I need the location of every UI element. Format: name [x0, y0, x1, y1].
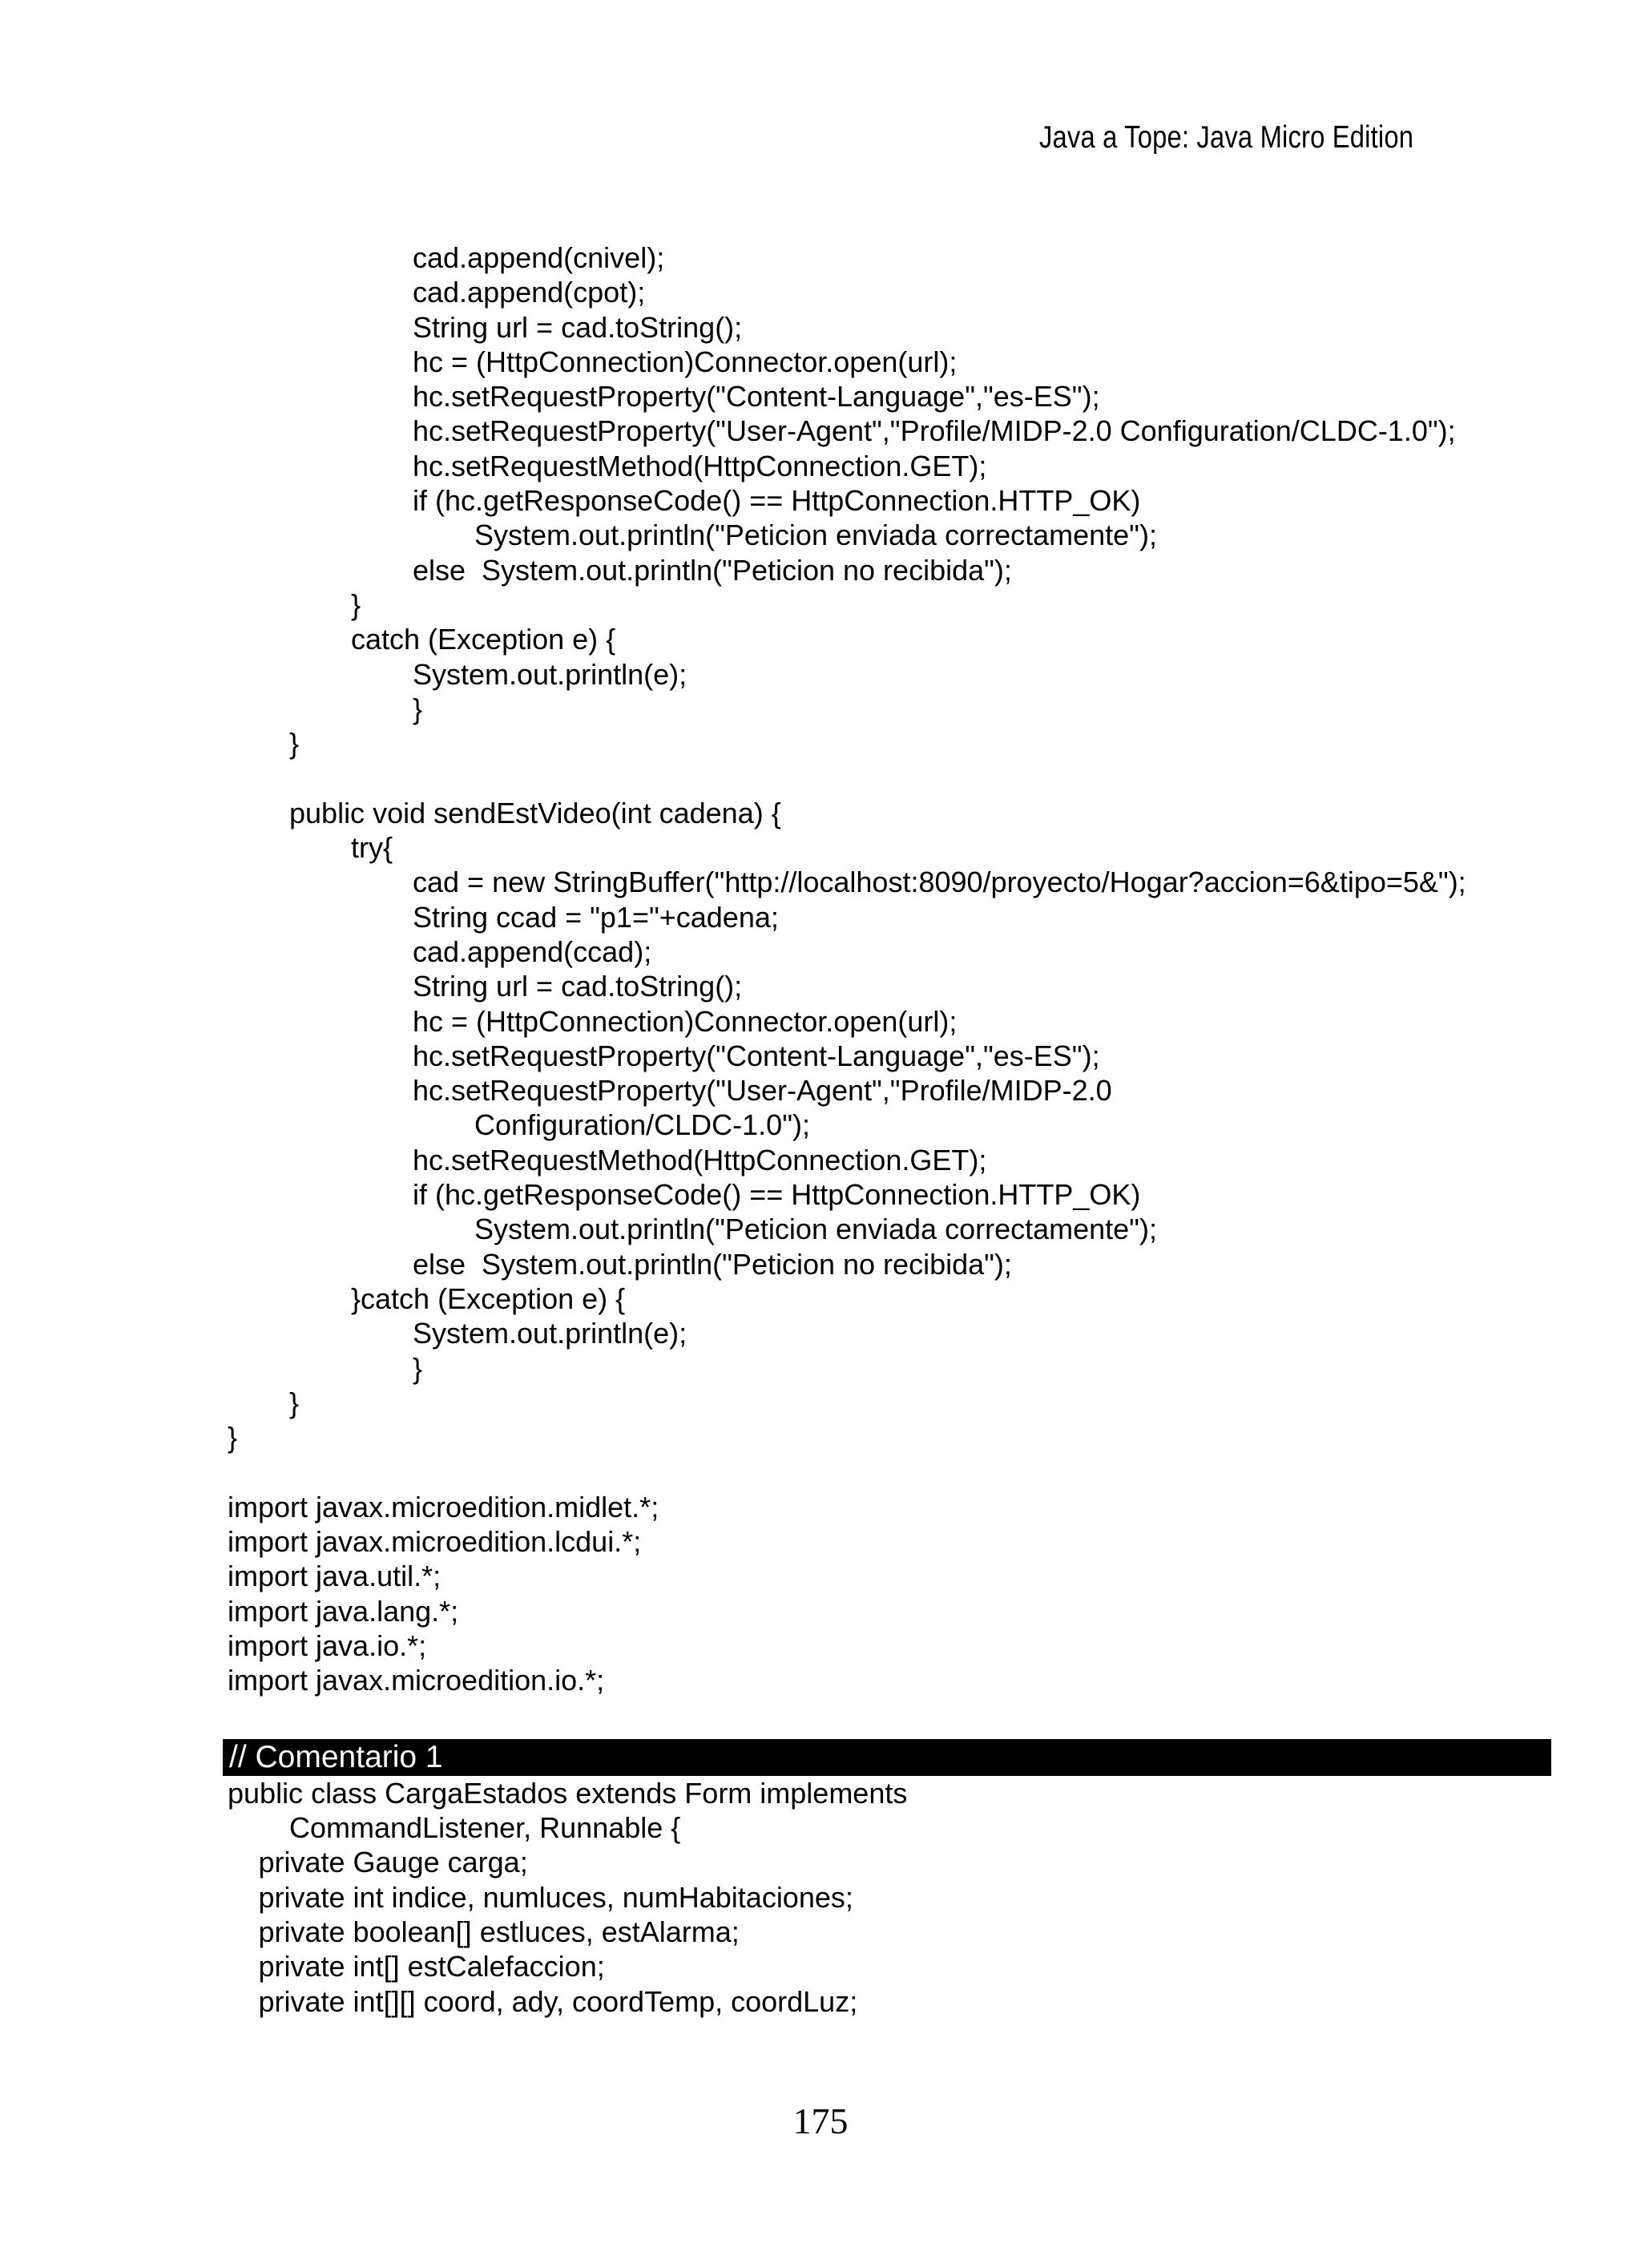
- code-line: [0, 1697, 1641, 1732]
- code-line: [0, 553, 1641, 587]
- code-line-text: public class CargaEstados extends Form implements: [228, 1776, 908, 1810]
- code-line-text: String ccad = "p1="+cadena;: [413, 900, 779, 934]
- comment-banner: // Comentario 1: [223, 1739, 1551, 1776]
- code-line-text: hc.setRequestMethod(HttpConnection.GET);: [413, 449, 987, 482]
- code-listing: [0, 240, 1641, 2019]
- code-line: [0, 1594, 1641, 1628]
- code-line: [0, 379, 1641, 414]
- code-line: [0, 1559, 1641, 1593]
- code-line-text: CommandListener, Runnable {: [289, 1811, 681, 1845]
- code-line: [0, 692, 1641, 726]
- code-line: [0, 1915, 1641, 1949]
- code-line-text: hc = (HttpConnection)Connector.open(url);: [413, 1004, 958, 1038]
- code-line-text: import javax.microedition.midlet.*;: [228, 1490, 659, 1523]
- code-line-text: }: [289, 1386, 300, 1419]
- code-section-2: [0, 1776, 1641, 2019]
- code-line-text: private Gauge carga;: [258, 1846, 528, 1879]
- code-line: [0, 1984, 1641, 2019]
- code-line: [0, 622, 1641, 656]
- code-line-text: hc = (HttpConnection)Connector.open(url);: [413, 345, 958, 378]
- code-line: [0, 830, 1641, 865]
- code-line: [0, 1073, 1641, 1108]
- code-line: [0, 1039, 1641, 1073]
- code-line-text: import javax.microedition.io.*;: [228, 1664, 605, 1697]
- code-line: [0, 483, 1641, 518]
- code-line: [0, 1247, 1641, 1281]
- code-line-text: import java.io.*;: [228, 1628, 427, 1662]
- code-line-text: import java.util.*;: [228, 1560, 441, 1593]
- code-line-text: cad.append(cnivel);: [413, 241, 665, 274]
- code-line: [0, 865, 1641, 899]
- code-line-text: cad.append(cpot);: [413, 276, 646, 309]
- code-line: [0, 1455, 1641, 1489]
- code-line: [0, 1845, 1641, 1879]
- code-line-text: System.out.println(e);: [413, 657, 687, 691]
- code-line: [0, 657, 1641, 692]
- code-line-text: System.out.println("Peticion enviada correctamente");: [474, 1213, 1157, 1246]
- code-line: [0, 900, 1641, 934]
- code-line: [0, 761, 1641, 795]
- running-header: Java a Tope: Java Micro Edition: [1038, 120, 1413, 155]
- code-line: [0, 1524, 1641, 1559]
- code-line: [0, 1281, 1641, 1316]
- code-line: [0, 587, 1641, 622]
- code-line-text: }: [351, 587, 361, 621]
- code-line: [0, 449, 1641, 483]
- code-line-text: }: [413, 692, 423, 725]
- code-line-text: cad.append(ccad);: [413, 934, 652, 968]
- code-line-text: public void sendEstVideo(int cadena) {: [289, 796, 781, 829]
- code-line-text: private boolean[] estluces, estAlarma;: [258, 1915, 740, 1948]
- code-line-text: String url = cad.toString();: [413, 310, 743, 344]
- code-line-text: }: [228, 1421, 238, 1455]
- code-line: [0, 1949, 1641, 1983]
- code-line-text: System.out.println(e);: [413, 1317, 687, 1350]
- code-line-text: hc.setRequestProperty("User-Agent","Profile/MIDP-2.0 Configuration/CLDC-1.0");: [413, 414, 1456, 448]
- code-line: [0, 969, 1641, 1003]
- code-line: [0, 1880, 1641, 1915]
- code-line-text: try{: [351, 831, 393, 865]
- code-line-text: else System.out.println("Peticion no recibida");: [413, 553, 1012, 587]
- code-line-text: System.out.println("Peticion enviada correctamente");: [474, 519, 1157, 552]
- code-line-text: private int indice, numluces, numHabitaciones;: [258, 1880, 853, 1914]
- code-line-text: else System.out.println("Peticion no recibida");: [413, 1247, 1012, 1281]
- code-line-text: import java.lang.*;: [228, 1594, 459, 1628]
- code-line: [0, 1177, 1641, 1212]
- code-line-text: private int[][] coord, ady, coordTemp, coordLuz;: [258, 1984, 858, 2018]
- code-line-text: catch (Exception e) {: [351, 623, 616, 656]
- code-line-text: Configuration/CLDC-1.0");: [474, 1108, 810, 1142]
- code-line-text: import javax.microedition.lcdui.*;: [228, 1524, 642, 1558]
- code-line: [0, 1212, 1641, 1246]
- code-line: [0, 1386, 1641, 1420]
- code-line: [0, 518, 1641, 552]
- code-line-text: String url = cad.toString();: [413, 970, 743, 1003]
- code-line: [0, 1420, 1641, 1455]
- code-line-text: }: [413, 1351, 423, 1385]
- code-line-text: if (hc.getResponseCode() == HttpConnection.HTTP_OK): [413, 484, 1141, 518]
- code-line-text: cad = new StringBuffer("http://localhost:8090/proyecto/Hogar?accion=6&tipo=5&");: [413, 866, 1466, 899]
- code-line: [0, 1776, 1641, 1810]
- code-line-text: hc.setRequestProperty("Content-Language","es-ES");: [413, 380, 1100, 414]
- code-line-text: }catch (Exception e) {: [351, 1281, 626, 1315]
- code-line: [0, 1004, 1641, 1039]
- code-line-text: }: [289, 727, 300, 761]
- code-line-text: hc.setRequestMethod(HttpConnection.GET);: [413, 1143, 987, 1176]
- code-line: [0, 726, 1641, 761]
- code-line-text: hc.setRequestProperty("Content-Language","es-ES");: [413, 1039, 1100, 1072]
- code-line: [0, 796, 1641, 830]
- page-number: 175: [792, 2101, 849, 2141]
- code-line: [0, 310, 1641, 345]
- code-line: [0, 1628, 1641, 1663]
- code-line-text: if (hc.getResponseCode() == HttpConnection.HTTP_OK): [413, 1178, 1141, 1212]
- code-line: [0, 414, 1641, 448]
- code-line: [0, 275, 1641, 309]
- code-line: [0, 1351, 1641, 1386]
- code-line: [0, 240, 1641, 275]
- code-line: [0, 1143, 1641, 1177]
- code-line: [0, 934, 1641, 969]
- code-line-text: private int[] estCalefaccion;: [258, 1950, 605, 1983]
- code-line: [0, 345, 1641, 379]
- code-line: [0, 1810, 1641, 1845]
- code-line: [0, 1490, 1641, 1524]
- code-line-text: hc.setRequestProperty("User-Agent","Profile/MIDP-2.0: [413, 1074, 1112, 1108]
- code-section-1: [0, 240, 1641, 1733]
- code-line: [0, 1108, 1641, 1142]
- code-line: [0, 1316, 1641, 1350]
- code-line: [0, 1663, 1641, 1697]
